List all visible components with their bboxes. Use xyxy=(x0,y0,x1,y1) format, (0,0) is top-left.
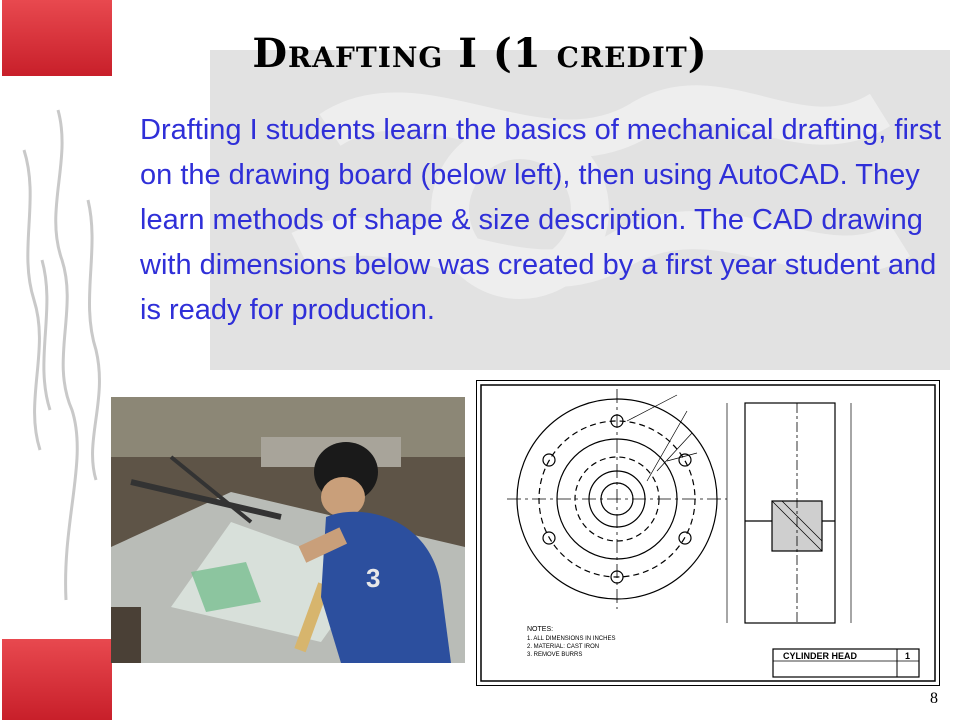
note-line: 2. MATERIAL: CAST IRON xyxy=(527,644,600,650)
torch-flame-outline xyxy=(24,110,99,600)
cad-drawing xyxy=(476,380,940,686)
slide-body-text: Drafting I students learn the basics of mechanical drafting, first on the drawing board (below left), then using AutoCAD. They learn methods of shape & size description. The CAD drawing with dimensions below was created by a first year student and is ready for production. xyxy=(140,114,942,326)
page-number: 8 xyxy=(930,690,938,707)
note-line: 3. REMOVE BURRS xyxy=(527,652,583,658)
note-line: 1. ALL DIMENSIONS IN INCHES xyxy=(527,636,616,642)
student-drafting-photo xyxy=(111,397,465,663)
svg-text:3: 3 xyxy=(366,563,381,593)
front-view xyxy=(507,389,727,609)
title-block-sheet: 1 xyxy=(905,651,911,661)
notes-heading: NOTES: xyxy=(527,626,554,633)
title-block xyxy=(773,649,919,677)
slide-title: Drafting I (1 credit) xyxy=(252,30,708,77)
cylinder-head-drawing xyxy=(477,381,939,685)
side-view xyxy=(727,403,851,623)
title-block-name: CYLINDER HEAD xyxy=(783,651,858,661)
